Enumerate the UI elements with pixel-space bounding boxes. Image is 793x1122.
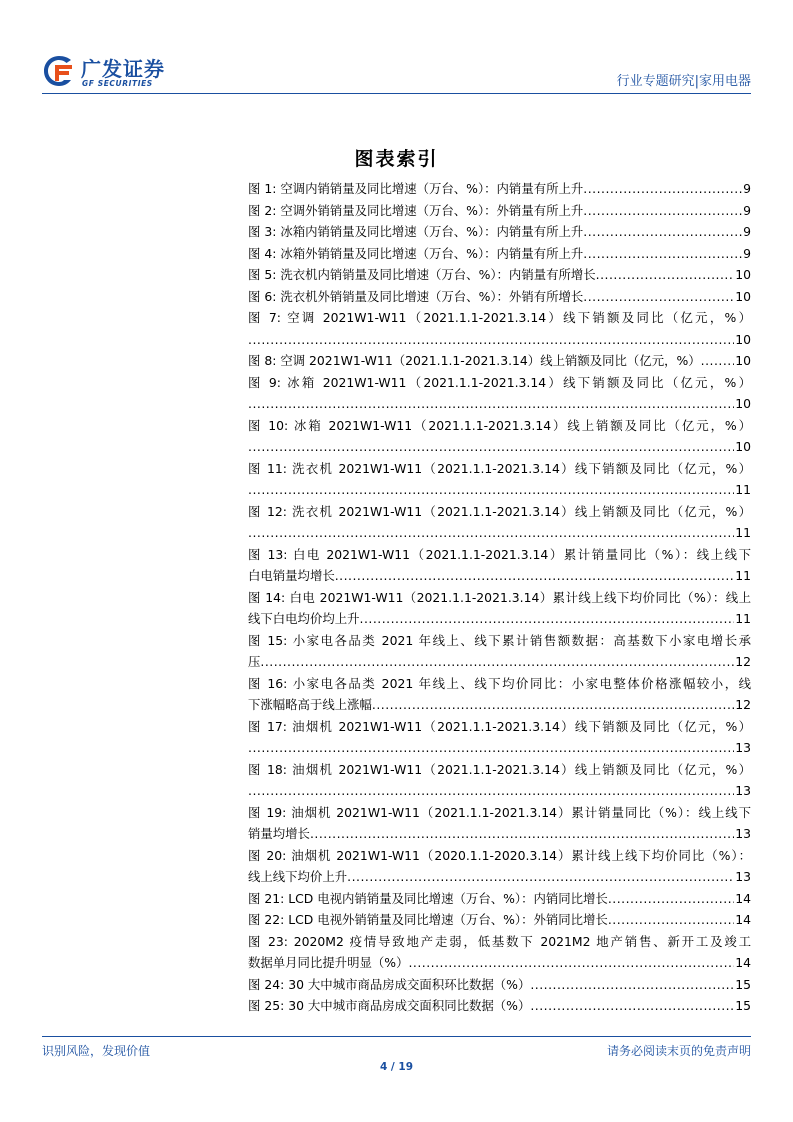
toc-entry[interactable] <box>248 587 751 630</box>
toc-entry-title-cont: 压 <box>248 654 261 669</box>
logo-english-name: GF SECURITIES <box>82 79 153 88</box>
toc-entry[interactable] <box>248 458 751 501</box>
toc-entry-title-cont: 销量均增长 <box>248 826 310 841</box>
toc-page-number: 9 <box>743 224 751 239</box>
toc-entry-title: 图 24: 30 大中城市商品房成交面积环比数据（%） <box>248 976 531 992</box>
footer-slogan: 识别风险，发现价值 <box>42 1044 151 1058</box>
dot-leader <box>583 243 742 265</box>
toc-page-number: 14 <box>735 955 751 970</box>
dot-leader <box>583 286 734 308</box>
toc-entry[interactable] <box>248 802 751 845</box>
toc-page-number: 14 <box>735 890 751 906</box>
toc-page-number: 13 <box>735 869 751 884</box>
toc-page-number: 12 <box>735 697 751 712</box>
toc-page-number: 10 <box>735 331 751 347</box>
toc-entry[interactable] <box>248 200 751 222</box>
toc-entry-title: 图 9: 冰箱 2021W1-W11（2021.1.1-2021.3.14）线下销额及同比（亿元，%） <box>248 374 751 390</box>
toc-entry-title: 图 10: 冰箱 2021W1-W11（2021.1.1-2021.3.14）线上销额及同比（亿元，%） <box>248 417 751 433</box>
toc-entry[interactable] <box>248 415 751 458</box>
toc-entry-title: 图 15: 小家电各品类 2021 年线上、线下累计销售额数据：高基数下小家电增长承 <box>248 632 751 648</box>
dot-leader <box>248 479 734 501</box>
toc-entry-title-cont: 下涨幅略高于线上涨幅 <box>248 697 372 712</box>
toc-page-number: 10 <box>735 439 751 454</box>
dot-leader <box>530 974 734 996</box>
toc-entry[interactable] <box>248 995 751 1017</box>
toc-page-number: 10 <box>735 396 751 411</box>
table-of-figures <box>248 178 751 1017</box>
dot-leader <box>583 200 742 222</box>
toc-entry[interactable] <box>248 307 751 350</box>
dot-leader <box>530 995 734 1017</box>
toc-entry-title: 图 18: 油烟机 2021W1-W11（2021.1.1-2021.3.14）线上销额及同比（亿元，%） <box>248 761 751 777</box>
dot-leader <box>260 651 734 673</box>
toc-page-number: 11 <box>735 568 751 583</box>
toc-page-number: 11 <box>735 525 751 540</box>
dot-leader <box>608 888 734 910</box>
dot-leader <box>347 866 734 888</box>
toc-entry-title: 图 20: 油烟机 2021W1-W11（2020.1.1-2020.3.14）累计线上线下均价同比（%）： <box>248 847 751 863</box>
toc-page-number: 9 <box>743 202 751 218</box>
dot-leader <box>608 909 734 931</box>
dot-leader <box>248 780 734 802</box>
toc-entry-title: 图 3: 冰箱内销销量及同比增速（万台、%）：内销量有所上升 <box>248 224 584 239</box>
toc-page-number: 10 <box>735 267 751 282</box>
toc-page-number: 11 <box>735 482 751 497</box>
dot-leader <box>408 952 734 974</box>
toc-entry-title: 图 21: LCD 电视内销销量及同比增速（万台、%）：内销同比增长 <box>248 890 608 906</box>
toc-entry-title: 图 11: 洗衣机 2021W1-W11（2021.1.1-2021.3.14）线下销额及同比（亿元，%） <box>248 460 751 476</box>
toc-page-number: 11 <box>735 611 751 626</box>
logo-chinese-name: 广发证券 <box>81 57 165 81</box>
dot-leader <box>248 393 734 415</box>
toc-entry-title-cont: 线下白电均价均上升 <box>248 611 360 626</box>
dot-leader <box>583 178 742 200</box>
page-number: 4 / 19 <box>379 1061 414 1073</box>
toc-entry-title: 图 16: 小家电各品类 2021 年线上、线下均价同比：小家电整体价格涨幅较小，线 <box>248 675 751 691</box>
header-divider <box>42 93 751 94</box>
page-title: 图表索引 <box>354 148 439 170</box>
toc-page-number: 10 <box>735 288 751 304</box>
dot-leader <box>372 694 734 716</box>
footer-divider <box>42 1036 751 1037</box>
toc-entry-title: 图 17: 油烟机 2021W1-W11（2021.1.1-2021.3.14）线下销额及同比（亿元，%） <box>248 718 751 734</box>
toc-page-number: 10 <box>735 353 751 368</box>
dot-leader <box>248 522 734 544</box>
toc-entry-title: 图 25: 30 大中城市商品房成交面积同比数据（%） <box>248 998 531 1013</box>
toc-entry[interactable] <box>248 221 751 243</box>
toc-entry-title: 图 14: 白电 2021W1-W11（2021.1.1-2021.3.14）累计线上线下均价同比（%）：线上 <box>248 589 751 605</box>
toc-entry[interactable] <box>248 544 751 587</box>
dot-leader <box>310 823 734 845</box>
toc-entry-title: 图 2: 空调外销销量及同比增速（万台、%）：外销量有所上升 <box>248 202 584 218</box>
dot-leader <box>360 608 735 630</box>
toc-entry-title: 图 8: 空调 2021W1-W11（2021.1.1-2021.3.14）线上销额及同比（亿元，%） <box>248 353 701 368</box>
dot-leader <box>248 737 734 759</box>
toc-entry-title: 图 13: 白电 2021W1-W11（2021.1.1-2021.3.14）累计销量同比（%）：线上线下 <box>248 546 751 562</box>
toc-entry[interactable] <box>248 243 751 265</box>
toc-entry-title-cont: 白电销量均增长 <box>248 568 335 583</box>
dot-leader <box>596 264 735 286</box>
toc-entry[interactable] <box>248 372 751 415</box>
toc-page-number: 14 <box>735 912 751 927</box>
toc-entry-title: 图 4: 冰箱外销销量及同比增速（万台、%）：内销量有所上升 <box>248 245 584 261</box>
toc-page-number: 13 <box>735 740 751 755</box>
report-category: 行业专题研究|家用电器 <box>616 74 751 89</box>
toc-entry[interactable] <box>248 630 751 673</box>
page-header <box>42 50 751 94</box>
dot-leader <box>248 329 734 351</box>
dot-leader <box>335 565 734 587</box>
toc-entry-title-cont: 线上线下均价上升 <box>248 869 348 884</box>
toc-entry-title: 图 7: 空调 2021W1-W11（2021.1.1-2021.3.14）线下销额及同比（亿元，%） <box>248 310 751 325</box>
toc-entry[interactable] <box>248 931 751 974</box>
toc-entry[interactable] <box>248 264 751 286</box>
toc-entry[interactable] <box>248 845 751 888</box>
toc-entry[interactable] <box>248 673 751 716</box>
toc-page-number: 9 <box>743 245 751 261</box>
toc-entry-title-cont: 数据单月同比提升明显（%） <box>248 955 409 970</box>
toc-entry[interactable] <box>248 716 751 759</box>
toc-page-number: 9 <box>743 181 751 196</box>
dot-leader <box>701 350 735 372</box>
toc-page-number: 15 <box>735 976 751 992</box>
footer-disclaimer: 请务必阅读末页的免责声明 <box>606 1044 751 1058</box>
gf-logo-icon <box>42 54 76 88</box>
toc-entry[interactable] <box>248 350 751 372</box>
toc-entry[interactable] <box>248 286 751 308</box>
toc-entry-title: 图 6: 洗衣机外销销量及同比增速（万台、%）：外销有所增长 <box>248 288 584 304</box>
toc-entry-title: 图 22: LCD 电视外销销量及同比增速（万台、%）：外销同比增长 <box>248 912 608 927</box>
toc-entry-title: 图 23: 2020M2 疫情导致地产走弱，低基数下 2021M2 地产销售、新开工及竣工 <box>248 933 751 949</box>
toc-page-number: 12 <box>735 654 751 669</box>
toc-entry-title: 图 19: 油烟机 2021W1-W11（2021.1.1-2021.3.14）累计销量同比（%）：线上线下 <box>248 804 751 820</box>
toc-entry-title: 图 5: 洗衣机内销销量及同比增速（万台、%）：内销量有所增长 <box>248 267 596 282</box>
toc-entry[interactable] <box>248 888 751 910</box>
toc-entry[interactable] <box>248 909 751 931</box>
dot-leader <box>248 436 734 458</box>
toc-entry[interactable] <box>248 759 751 802</box>
toc-entry[interactable] <box>248 501 751 544</box>
toc-entry-title: 图 1: 空调内销销量及同比增速（万台、%）：内销量有所上升 <box>248 181 584 196</box>
toc-entry[interactable] <box>248 974 751 996</box>
dot-leader <box>583 221 742 243</box>
toc-page-number: 13 <box>735 783 751 798</box>
toc-page-number: 13 <box>735 826 751 841</box>
toc-entry-title: 图 12: 洗衣机 2021W1-W11（2021.1.1-2021.3.14）线上销额及同比（亿元，%） <box>248 503 751 519</box>
toc-entry[interactable] <box>248 178 751 200</box>
toc-page-number: 15 <box>735 998 751 1013</box>
